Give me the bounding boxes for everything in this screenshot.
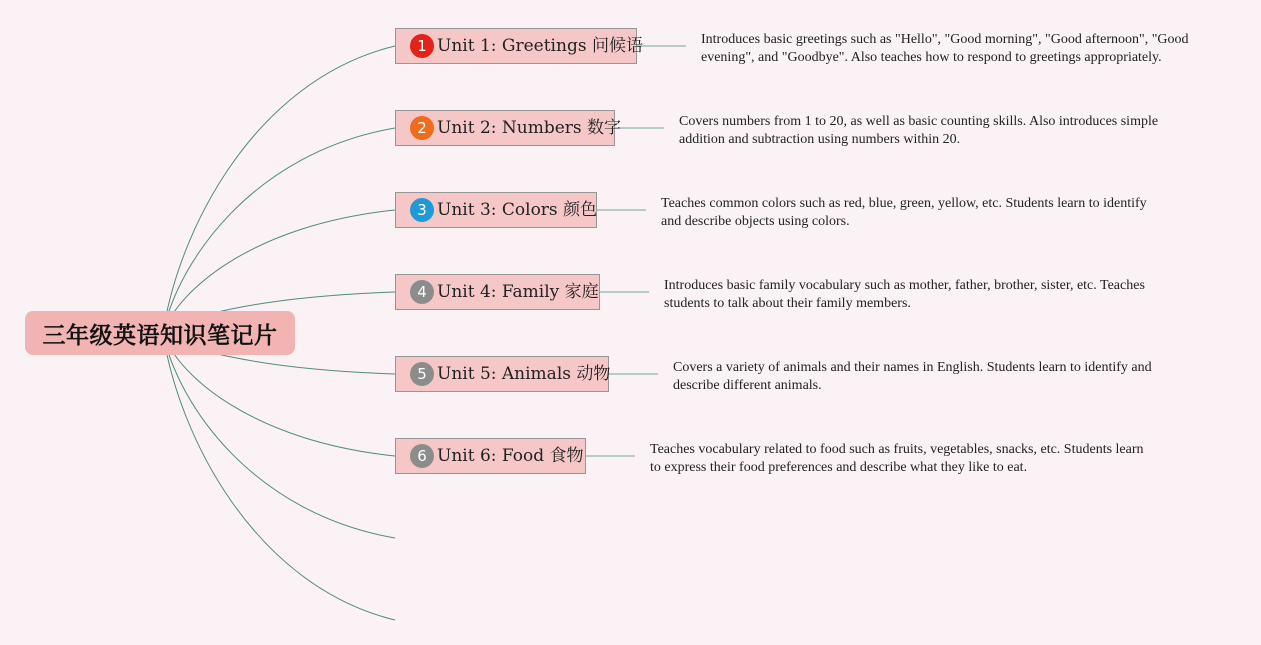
central-topic[interactable] — [25, 311, 295, 355]
number-badge-icon: 4 — [410, 280, 434, 304]
topic-label: Unit 4: Family 家庭 — [437, 281, 599, 302]
topic-description-text: Introduces basic greetings such as "Hello", "Good morning", "Good afternoon", "Good evening", and "Goodbye". Also teaches how to respond to greetings appropriately. — [701, 32, 1189, 65]
topic-unit-5[interactable] — [395, 356, 609, 392]
number-badge-icon: 5 — [410, 362, 434, 386]
topic-description-text: Covers a variety of animals and their names in English. Students learn to identify and describe different animals. — [673, 360, 1152, 393]
number-badge-icon: 3 — [410, 198, 434, 222]
topic-label: Unit 5: Animals 动物 — [437, 363, 611, 384]
topic-description — [673, 359, 1161, 395]
number-badge-icon: 1 — [410, 34, 434, 58]
topic-label: Unit 3: Colors 颜色 — [437, 199, 598, 220]
topic-description-text: Teaches vocabulary related to food such as fruits, vegetables, snacks, etc. Students learn to express their food preferences and describe what they like to eat. — [650, 442, 1144, 475]
central-topic-label: 三年级英语知识笔记片 — [42, 322, 278, 349]
topic-unit-6[interactable] — [395, 438, 586, 474]
topic-description-text: Covers numbers from 1 to 20, as well as basic counting skills. Also introduces simple addition and subtraction using numbers within 20. — [679, 114, 1159, 147]
branch-connector — [163, 333, 395, 620]
topic-description — [701, 31, 1201, 67]
topic-description — [679, 113, 1169, 149]
topic-unit-3[interactable] — [395, 192, 597, 228]
branch-connector — [163, 46, 395, 333]
topic-label: Unit 1: Greetings 问候语 — [437, 35, 643, 56]
topic-description — [664, 277, 1154, 313]
number-badge-icon: 2 — [410, 116, 434, 140]
topic-description-text: Introduces basic family vocabulary such as mother, father, brother, sister, etc. Teaches students to talk about their family members. — [664, 278, 1145, 311]
topic-label: Unit 6: Food 食物 — [437, 445, 584, 466]
topic-description — [650, 441, 1150, 477]
topic-unit-1[interactable] — [395, 28, 643, 64]
topic-description — [661, 195, 1156, 231]
topic-label: Unit 2: Numbers 数字 — [437, 117, 622, 138]
topic-unit-2[interactable] — [395, 110, 622, 146]
branch-connector — [163, 128, 395, 333]
topic-description-text: Teaches common colors such as red, blue, green, yellow, etc. Students learn to identify and describe objects using colors. — [661, 196, 1147, 229]
branch-connector — [163, 333, 395, 538]
number-badge-icon: 6 — [410, 444, 434, 468]
topic-unit-4[interactable] — [395, 274, 600, 310]
